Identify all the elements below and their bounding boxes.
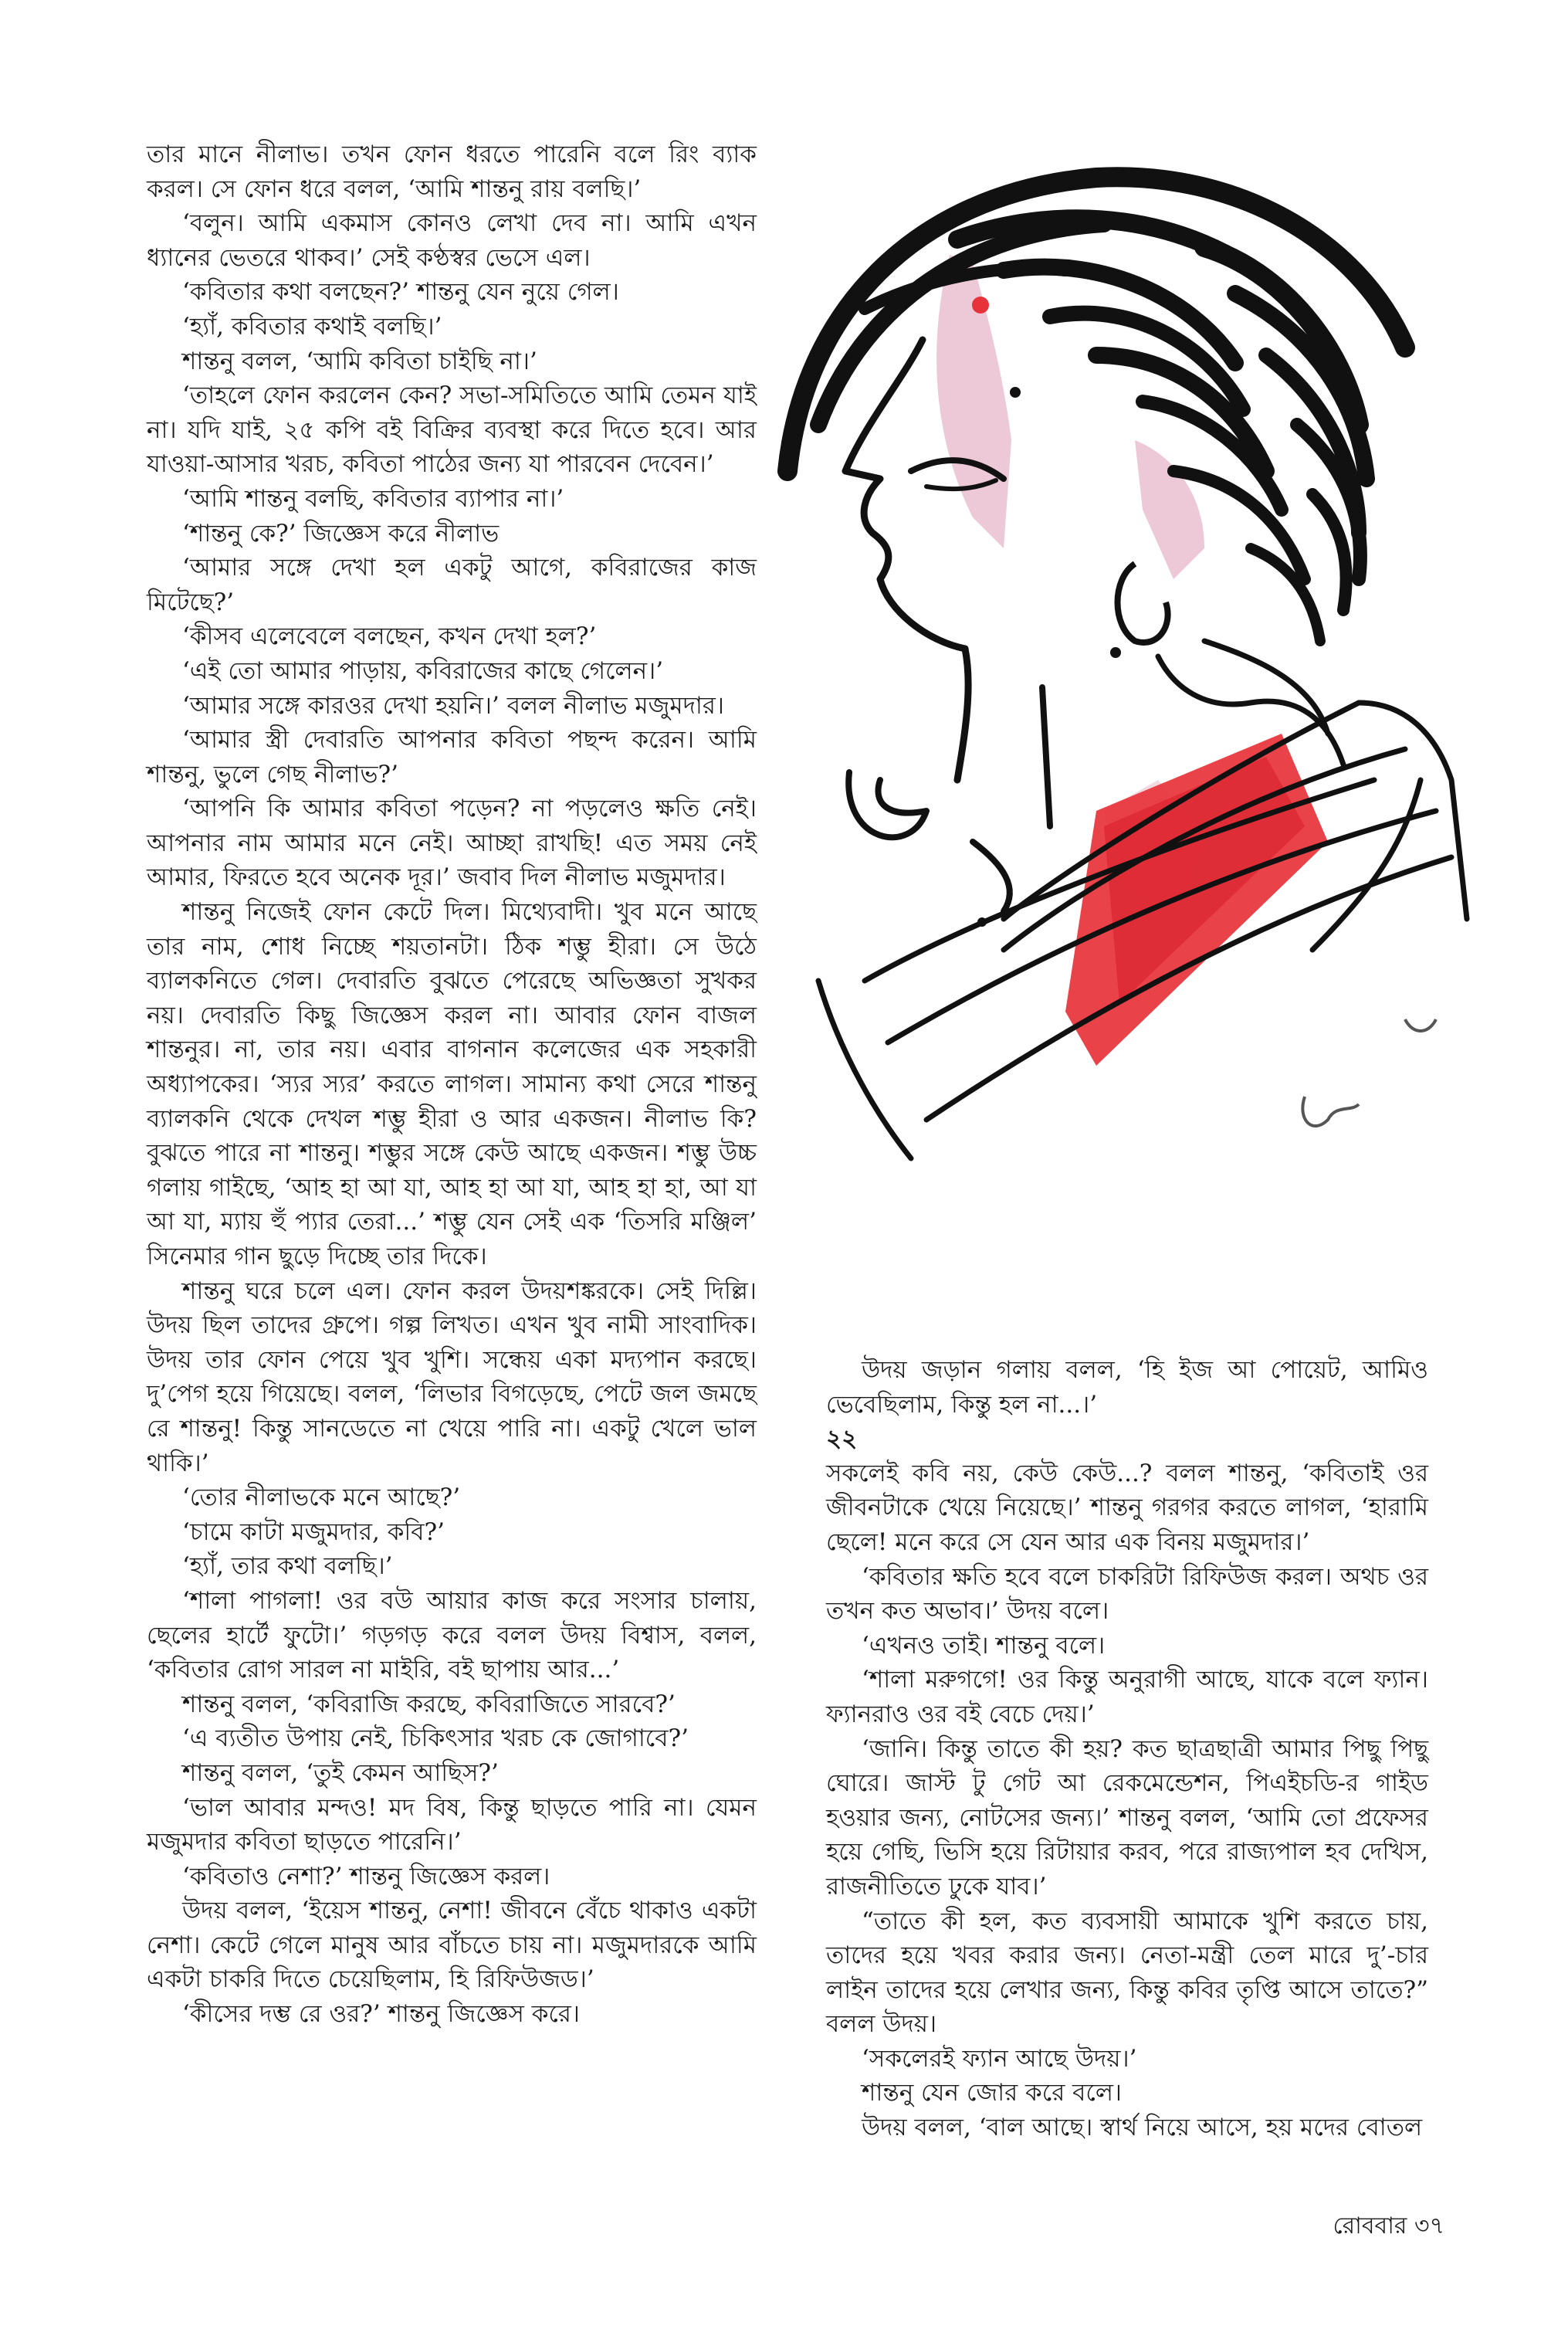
paragraph: শান্তনু বলল, ‘তুই কেমন আছিস?’ (182, 1758, 499, 1787)
paragraph: শান্তনু নিজেই ফোন কেটে দিল। মিথ্যেবাদী। খুব মনে আছে তার নাম, শোধ নিচ্ছে শয়তানটা। ঠিক শম্ভু হীরা। সে উঠে ব্যালকনিতে গেল। দেবারতি বুঝতে পেরেছে অভিজ্ঞতা সুখকর নয়। দেবারতি কিছু জিজ্ঞেস করল না। আবার ফোন বাজল শান্তনুর। না, তার নয়। এবার বাগনান কলেজের এক সহকারী অধ্যাপকের। ‘স্যর স্যর’ করতে লাগল। সামান্য কথা সেরে শান্তনু ব্যালকনি থেকে দেখল শম্ভু হীরা ও আর একজন। নীলাভ কি? বুঝতে পারে না শান্তনু। শম্ভুর সঙ্গে কেউ আছে একজন। শম্ভু উচ্চ গলায় গাইছে, ‘আহ হা আ যা, আহ হা আ যা, আহ হা হা, আ যা আ যা, ম্যায় হুঁ প্যার তেরা...’ শম্ভু যেন সেই এক ‘তিসরি মঞ্জিল’ সিনেমার গান ছুড়ে দিচ্ছে তার দিকে। (147, 898, 757, 1270)
paragraph: ‘কবিতাও নেশা?’ শান্তনু জিজ্ঞেস করল। (182, 1862, 550, 1890)
left-text-column (147, 137, 757, 2032)
right-text-column (826, 1353, 1428, 2145)
paragraph: ‘হ্যাঁ, কবিতার কথাই বলছি।’ (182, 312, 442, 341)
paragraph: ‘আপনি কি আমার কবিতা পড়েন? না পড়লেও ক্ষতি নেই। আপনার নাম আমার মনে নেই। আচ্ছা রাখছি! এত সময় নেই আমার, ফিরতে হবে অনেক দূর।’ জবাব দিল নীলাভ মজুমদার। (147, 795, 757, 892)
paragraph: ‘শালা মরুগগে! ওর কিন্তু অনুরাগী আছে, যাকে বলে ফ্যান। ফ্যানরাও ওর বই বেচে দেয়।’ (826, 1666, 1428, 1728)
paragraph: ‘চামে কাটা মজুমদার, কবি?’ (182, 1517, 445, 1546)
paragraph: ‘হ্যাঁ, তার কথা বলছি।’ (182, 1552, 393, 1581)
paragraph: ‘কবিতার কথা বলছেন?’ শান্তনু যেন নুয়ে গেল। (182, 278, 619, 307)
paragraph: ‘এখনও তাই। শান্তনু বলে। (862, 1631, 1106, 1660)
bindi (972, 297, 989, 314)
paragraph: ‘আমার স্ত্রী দেবারতি আপনার কবিতা পছন্দ করেন। আমি শান্তনু, ভুলে গেছ নীলাভ?’ (147, 726, 757, 788)
paragraph: উদয় বলল, ‘ইয়েস শান্তনু, নেশা! জীবনে বেঁচে থাকাও একটা নেশা। কেটে গেলে মানুষ আর বাঁচতে চায় না। মজুমদারকে আমি একটা চাকরি দিতে চেয়েছিলাম, হি রিফিউজড।’ (147, 1897, 757, 1994)
paragraph: ‘ভাল আবার মন্দও! মদ বিষ, কিন্তু ছাড়তে পারি না। যেমন মজুমদার কবিতা ছাড়তে পারেনি।’ (147, 1793, 757, 1856)
paragraph: ‘জানি। কিন্তু তাতে কী হয়? কত ছাত্রছাত্রী আমার পিছু পিছু ঘোরে। জাস্ট টু গেট আ রেকমেন্ডেশন, পিএইচডি-র গাইড হওয়ার জন্য, নোটসের জন্য।’ শান্তনু বলল, ‘আমি তো প্রফেসর হয়ে গেছি, ভিসি হয়ে রিটায়ার করব, পরে রাজ্যপাল হব দেখিস, রাজনীতিতে ঢুকে যাব।’ (826, 1734, 1428, 1900)
paragraph: ‘এ ব্যতীত উপায় নেই, চিকিৎসার খরচ কে জোগাবে?’ (182, 1724, 689, 1753)
paragraph: ‘কীসব এলেবেলে বলছেন, কখন দেখা হল?’ (182, 622, 597, 651)
paragraph: ‘আমি শান্তনু বলছি, কবিতার ব্যাপার না।’ (182, 484, 564, 513)
paragraph: উদয় বলল, ‘বাল আছে। স্বার্থ নিয়ে আসে, হয় মদের বোতল (862, 2114, 1423, 2142)
paragraph: ‘বলুন। আমি একমাস কোনও লেখা দেব না। আমি এখন ধ্যানের ভেতরে থাকব।’ সেই কণ্ঠস্বর ভেসে এল। (147, 209, 757, 272)
paragraph: ‘শান্তনু কে?’ জিজ্ঞেস করে নীলাভ (182, 519, 500, 548)
paragraph: তার মানে নীলাভ। তখন ফোন ধরতে পারেনি বলে রিং ব্যাক করল। সে ফোন ধরে বলল, ‘আমি শান্তনু রায় বলছি।’ (147, 141, 757, 203)
paragraph: “তাতে কী হল, কত ব্যবসায়ী আমাকে খুশি করতে চায়, তাদের হয়ে খবর করার জন্য। নেতা-মন্ত্রী তেল মারে দু’-চার লাইন তাদের হয়ে লেখার জন্য, কিন্তু কবির তৃপ্তি আসে তাতে?” বলল উদয়। (826, 1907, 1428, 2039)
right-column-bottom (826, 1456, 1428, 2145)
paragraph: ‘শালা পাগলা! ওর বউ আয়ার কাজ করে সংসার চালায়, ছেলের হার্টে ফুটো।’ গড়গড় করে বলল উদয় বিশ্বাস, বলল, ‘কবিতার রোগ সারল না মাইরি, বই ছাপায় আর...’ (147, 1586, 757, 1684)
paragraph: ‘কীসের দম্ভ রে ওর?’ শান্তনু জিজ্ঞেস করে। (182, 2000, 580, 2029)
artist-signature (1302, 1019, 1436, 1126)
section-number: ২২ (826, 1425, 858, 1453)
paragraph: শান্তনু যেন জোর করে বলে। (862, 2079, 1122, 2107)
paragraph: ‘তাহলে ফোন করলেন কেন? সভা-সমিতিতে আমি তেমন যাই না। যদি যাই, ২৫ কপি বই বিক্রির ব্যবস্থা করে দিতে হবে। আর যাওয়া-আসার খরচ, কবিতা পাঠের জন্য যা পারবেন দেবেন।’ (147, 381, 757, 479)
paragraph: উদয় জড়ান গলায় বলল, ‘হি ইজ আ পোয়েট, আমিও ভেবেছিলাম, কিন্তু হল না...।’ (826, 1356, 1428, 1419)
paragraph: শান্তনু বলল, ‘কবিরাজি করছে, কবিরাজিতে সারবে?’ (182, 1690, 676, 1718)
paragraph: ‘কবিতার ক্ষতি হবে বলে চাকরিটা রিফিউজ করল। অথচ ওর তখন কত অভাব।’ উদয় বলে। (826, 1562, 1428, 1626)
paragraph: ‘তোর নীলাভকে মনে আছে?’ (182, 1483, 461, 1512)
paragraph: শান্তনু বলল, ‘আমি কবিতা চাইছি না।’ (182, 347, 537, 375)
red-sari (1065, 734, 1328, 1066)
paragraph: ‘আমার সঙ্গে কারওর দেখা হয়নি।’ বলল নীলাভ মজুমদার। (182, 691, 724, 720)
paragraph: ‘সকলেরই ফ্যান আছে উদয়।’ (862, 2044, 1137, 2073)
paragraph: সকলেই কবি নয়, কেউ কেউ...? বলল শান্তনু, ‘কবিতাই ওর জীবনটাকে খেয়ে নিয়েছে।’ শান্তনু গরগর করতে লাগল, ‘হারামি ছেলে! মনে করে সে যেন আর এক বিনয় মজুমদার।’ (826, 1459, 1428, 1556)
right-column-top (826, 1353, 1428, 1422)
earring (1110, 564, 1168, 658)
paragraph: শান্তনু ঘরে চলে এল। ফোন করল উদয়শঙ্করকে। সেই দিল্লি। উদয় ছিল তাদের গ্রুপে। গল্প লিখত। এখন খুব নামী সাংবাদিক। উদয় তার ফোন পেয়ে খুব খুশি। সন্ধেয় একা মদ্যপান করছে। দু’পেগ হয়ে গিয়েছে। বলল, ‘লিভার বিগড়েছে, পেটে জল জমছে রে শান্তনু! কিন্তু সানডেতে না খেয়ে পারি না। একটু খেলে ভাল থাকি।’ (147, 1277, 757, 1477)
paragraph: ‘আমার সঙ্গে দেখা হল একটু আগে, কবিরাজের কাজ মিটেছে?’ (147, 554, 757, 616)
woman-profile-illustration (772, 147, 1482, 1321)
paragraph: ‘এই তো আমার পাড়ায়, কবিরাজের কাছে গেলেন।’ (182, 656, 664, 685)
page-footer: রোববার ৩৭ (1333, 2212, 1444, 2240)
